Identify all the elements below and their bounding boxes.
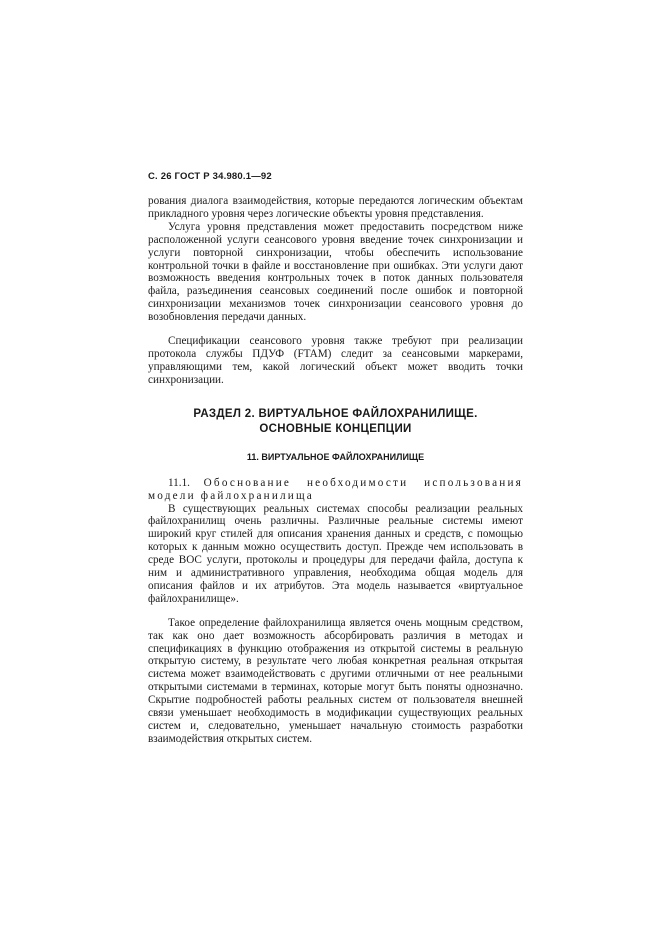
page-header: С. 26 ГОСТ Р 34.980.1—92 [148,171,272,182]
document-body [148,195,523,746]
paragraph-presentation-services: Услуга уровня представления может предоставить посредством ниже расположенной услуги сеансового уровня введение точек синхронизации и услуги повторной синхронизации, чтобы обеспечить использование контрольной точки в файле и восстановление при ошибках. Эти услуги дают возможность введения контрольных точек в поток данных пользователя файла, разъединения сеансовых соединений после ошибок и повторной синхронизации механизмов точек синхронизации сеансового уровня до возобновления передачи данных. [148,220,523,324]
paragraph-definition-power: Такое определение файлохранилища является очень мощным средством, так как оно дает возможность абсорбировать различия в методах и спецификациях в функцию отображения из открытой системы в реальную открытую систему, в результате чего любая конкретная реальная открытая система может взаимодействовать с другими отличными от нее реальными открытыми системами в терминах, которые могут быть поняты однозначно. Скрытие подробностей работы реальных систем от пользователя внешней связи уменьшает необходимость в модификации существующих реальных систем и, следовательно, уменьшает начальную стоимость разработки взаимодействия открытых систем. [148,616,523,745]
clause-title: Обоснование необходимости использования модели файлохранилища [148,476,524,502]
section-title-line-2: ОСНОВНЫЕ КОНЦЕПЦИИ [259,422,412,435]
paragraph-session-specs: Спецификации сеансового уровня также требуют при реализации протокола службы ПДУФ (FTAM) следит за сеансовыми маркерами, управляющими тем, какой логический объект может вводить точки синхронизации. [148,335,523,386]
paragraph-continuation: рования диалога взаимодействия, которые передаются логическим объектам прикладного уровня через логические объекты уровня представления. [148,195,523,220]
clause-number: 11.1. [168,476,190,489]
section-title [148,407,523,437]
clause-heading [148,477,523,503]
section-title-line-1: РАЗДЕЛ 2. ВИРТУАЛЬНОЕ ФАЙЛОХРАНИЛИЩЕ. [193,407,478,420]
paragraph-real-systems: В существующих реальных системах способы реализации реальных файлохранилищ очень различны. Различные реальные системы имеют широкий круг стилей для описания хранения данных и средств, с помощью которых к данным можно осуществить доступ. Прежде чем использовать в среде ВОС услуги, протоколы и процедуры для передачи файла, доступа к ним и административного управления, необходима общая модель для описания файлов и их атрибутов. Эта модель называется «виртуальное файлохранилище». [148,502,523,605]
subsection-title: 11. ВИРТУАЛЬНОЕ ФАЙЛОХРАНИЛИЩЕ [246,451,425,462]
